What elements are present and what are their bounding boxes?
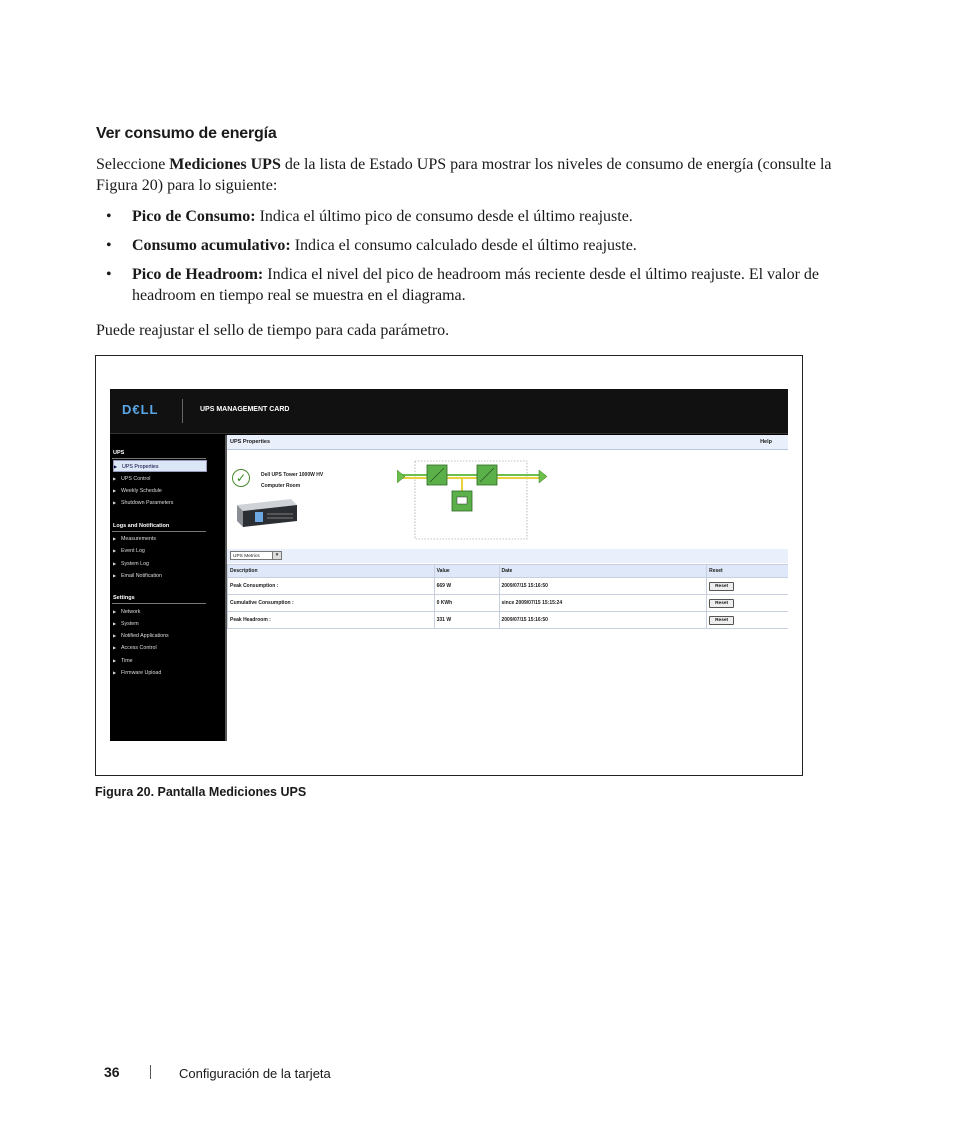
power-flow-diagram bbox=[397, 457, 557, 541]
status-ok-icon: ✓ bbox=[232, 469, 250, 487]
reset-peak-headroom-button[interactable]: Reset bbox=[709, 616, 734, 625]
figure-caption: Figura 20. Pantalla Mediciones UPS bbox=[95, 785, 307, 799]
reset-peak-consumption-button[interactable]: Reset bbox=[709, 582, 734, 591]
sidebar-item-firmware-upload[interactable]: ▶ Firmware Upload bbox=[113, 667, 205, 678]
bullet-list bbox=[96, 206, 856, 314]
help-link[interactable]: Help bbox=[760, 439, 772, 445]
intro-bold-term: Mediciones UPS bbox=[169, 156, 281, 173]
sidebar bbox=[110, 435, 221, 741]
section-heading: Ver consumo de energía bbox=[96, 125, 277, 142]
dell-logo: D€LL bbox=[122, 402, 159, 417]
device-name: Dell UPS Tower 1000W HV bbox=[261, 472, 324, 478]
main-content bbox=[225, 435, 788, 741]
triangle-icon: ▶ bbox=[113, 476, 117, 481]
sidebar-item-system[interactable]: ▶ System bbox=[113, 618, 205, 629]
sidebar-item-event-log[interactable]: ▶ Event Log bbox=[113, 545, 205, 556]
bullet-item-peak-headroom: • Pico de Headroom: Indica el nivel del pico de headroom más reciente desde el último reajuste. El valor de headroom en tiempo real se muestra en el diagrama. bbox=[106, 266, 820, 304]
table-row: Cumulative Consumption : 0 KWh since 2009/07/15 15:15:24 Reset bbox=[228, 595, 789, 612]
metrics-table bbox=[227, 564, 788, 629]
triangle-icon: ▶ bbox=[113, 670, 117, 675]
content-title: UPS Properties bbox=[230, 439, 271, 445]
sidebar-section-ups: UPS bbox=[113, 450, 125, 456]
header-divider bbox=[182, 399, 183, 423]
table-header-row bbox=[228, 565, 789, 578]
intro-paragraph: Seleccione Mediciones UPS de la lista de Estado UPS para mostrar los niveles de consumo de energía (consulte la Figura 20) para lo siguiente: bbox=[96, 156, 832, 194]
triangle-icon: ▶ bbox=[113, 645, 117, 650]
triangle-icon: ▶ bbox=[113, 548, 117, 553]
bullet-item-peak-consumption: • Pico de Consumo: Indica el último pico de consumo desde el último reajuste. bbox=[106, 208, 633, 225]
sidebar-item-access-control[interactable]: ▶ Access Control bbox=[113, 642, 205, 653]
triangle-icon: ▶ bbox=[113, 621, 117, 626]
bullet-icon: • bbox=[106, 237, 112, 254]
sidebar-item-time[interactable]: ▶ Time bbox=[113, 655, 205, 666]
sidebar-divider bbox=[112, 531, 206, 532]
triangle-icon: ▶ bbox=[113, 536, 117, 541]
sidebar-item-measurements[interactable]: ▶ Measurements bbox=[113, 533, 205, 544]
closing-paragraph: Puede reajustar el sello de tiempo para cada parámetro. bbox=[96, 322, 450, 339]
reset-cumulative-consumption-button[interactable]: Reset bbox=[709, 599, 734, 608]
sidebar-item-notified-applications[interactable]: ▶ Notified Applications bbox=[113, 630, 205, 641]
page-number: 36 bbox=[104, 1064, 120, 1080]
ups-device-image bbox=[233, 497, 299, 529]
sidebar-item-network[interactable]: ▶ Network bbox=[113, 606, 205, 617]
col-description: Description bbox=[228, 565, 435, 578]
triangle-icon: ▶ bbox=[113, 488, 117, 493]
sidebar-item-ups-properties[interactable]: ▶ UPS Properties bbox=[113, 460, 207, 472]
triangle-icon: ▶ bbox=[114, 464, 118, 469]
sidebar-item-ups-control[interactable]: ▶ UPS Control bbox=[113, 473, 205, 484]
bullet-item-cumulative-consumption: • Consumo acumulativo: Indica el consumo calculado desde el último reajuste. bbox=[106, 237, 637, 254]
app-title: UPS MANAGEMENT CARD bbox=[200, 406, 290, 413]
content-header bbox=[227, 435, 788, 450]
sidebar-item-weekly-schedule[interactable]: ▶ Weekly Schedule bbox=[113, 485, 205, 496]
triangle-icon: ▶ bbox=[113, 561, 117, 566]
sidebar-divider bbox=[112, 603, 206, 604]
sidebar-section-logs: Logs and Notification bbox=[113, 523, 170, 529]
metrics-select[interactable]: UPS Metrics ▾ bbox=[230, 551, 282, 560]
app-header bbox=[110, 389, 788, 434]
sidebar-item-email-notification[interactable]: ▶ Email Notification bbox=[113, 570, 205, 581]
chevron-down-icon: ▾ bbox=[272, 552, 281, 559]
table-row: Peak Headroom : 331 W 2009/07/15 15:16:50 Reset bbox=[228, 612, 789, 629]
sidebar-item-system-log[interactable]: ▶ System Log bbox=[113, 558, 205, 569]
bullet-icon: • bbox=[106, 208, 112, 225]
bullet-icon: • bbox=[106, 266, 112, 283]
col-value: Value bbox=[434, 565, 499, 578]
triangle-icon: ▶ bbox=[113, 658, 117, 663]
sidebar-item-shutdown-parameters[interactable]: ▶ Shutdown Parameters bbox=[113, 497, 205, 508]
footer-divider bbox=[150, 1065, 151, 1079]
sidebar-section-settings: Settings bbox=[113, 595, 135, 601]
sidebar-divider bbox=[112, 458, 206, 459]
table-row: Peak Consumption : 669 W 2009/07/15 15:16:50 Reset bbox=[228, 578, 789, 595]
col-date: Date bbox=[499, 565, 707, 578]
ups-screenshot bbox=[110, 389, 788, 741]
triangle-icon: ▶ bbox=[113, 500, 117, 505]
col-reset: Reset bbox=[707, 565, 788, 578]
triangle-icon: ▶ bbox=[113, 573, 117, 578]
metrics-toolbar bbox=[227, 549, 788, 563]
triangle-icon: ▶ bbox=[113, 609, 117, 614]
footer-chapter: Configuración de la tarjeta bbox=[179, 1066, 331, 1081]
device-location: Computer Room bbox=[261, 483, 301, 489]
triangle-icon: ▶ bbox=[113, 633, 117, 638]
